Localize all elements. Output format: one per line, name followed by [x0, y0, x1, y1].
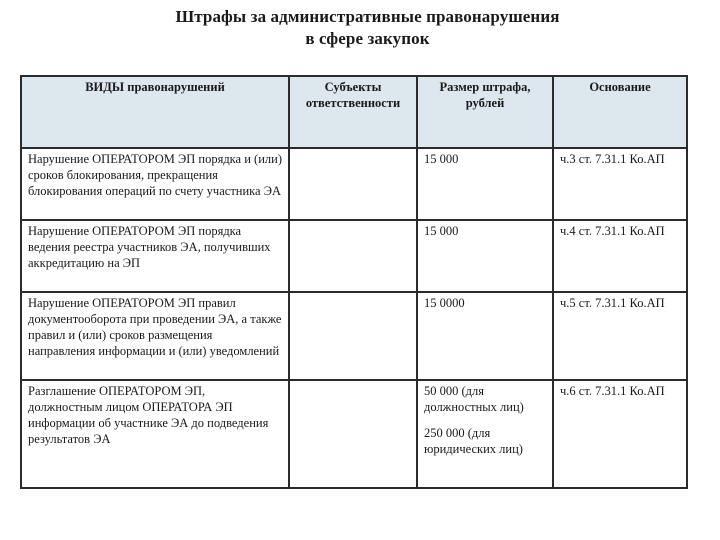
- amount-value: 15 000: [424, 224, 459, 238]
- basis-cell: ч.6 ст. 7.31.1 Ко.АП: [553, 380, 687, 488]
- subject-cell: [289, 380, 417, 488]
- violation-cell: Нарушение ОПЕРАТОРОМ ЭП порядка ведения реестра участников ЭА, получивших аккредитацию на ЭП: [21, 220, 289, 292]
- amount-cell: [417, 220, 553, 292]
- basis-cell: ч.4 ст. 7.31.1 Ко.АП: [553, 220, 687, 292]
- amount-cell: [417, 148, 553, 220]
- amount-cell: [417, 292, 553, 380]
- fines-table: [20, 75, 688, 489]
- table-row: [21, 292, 687, 380]
- table-row: [21, 380, 687, 488]
- amount-value: 15 0000: [424, 296, 465, 310]
- title-line-1: Штрафы за административные правонарушения: [175, 7, 560, 26]
- amount-cell: [417, 380, 553, 488]
- header-fine-amount: Размер штрафа, рублей: [417, 76, 553, 148]
- header-subjects: Субъекты ответственности: [289, 76, 417, 148]
- header-violation-types: ВИДЫ правонарушений: [21, 76, 289, 148]
- title-line-2: в сфере закупок: [305, 29, 430, 48]
- basis-cell: ч.5 ст. 7.31.1 Ко.АП: [553, 292, 687, 380]
- subject-cell: [289, 292, 417, 380]
- subject-cell: [289, 148, 417, 220]
- amount-value-officials: 50 000 (для должностных лиц): [424, 384, 524, 414]
- violation-cell: Нарушение ОПЕРАТОРОМ ЭП порядка и (или) сроков блокирования, прекращения блокирования операций по счету участника ЭА: [21, 148, 289, 220]
- amount-value-legal-entities: 250 000 (для юридических лиц): [424, 426, 523, 456]
- violation-cell: Нарушение ОПЕРАТОРОМ ЭП правил документооборота при проведении ЭА, а также правил и (или) сроков размещения направления информации и (или) уведомлений: [21, 292, 289, 380]
- table-row: [21, 148, 687, 220]
- violation-cell: Разглашение ОПЕРАТОРОМ ЭП, должностным лицом ОПЕРАТОРА ЭП информации об участнике ЭА до подведения результатов ЭА: [21, 380, 289, 488]
- table-header-row: [21, 76, 687, 148]
- header-basis: Основание: [553, 76, 687, 148]
- amount-value: 15 000: [424, 152, 459, 166]
- subject-cell: [289, 220, 417, 292]
- table-row: [21, 220, 687, 292]
- page-title: [0, 6, 720, 50]
- basis-cell: ч.3 ст. 7.31.1 Ко.АП: [553, 148, 687, 220]
